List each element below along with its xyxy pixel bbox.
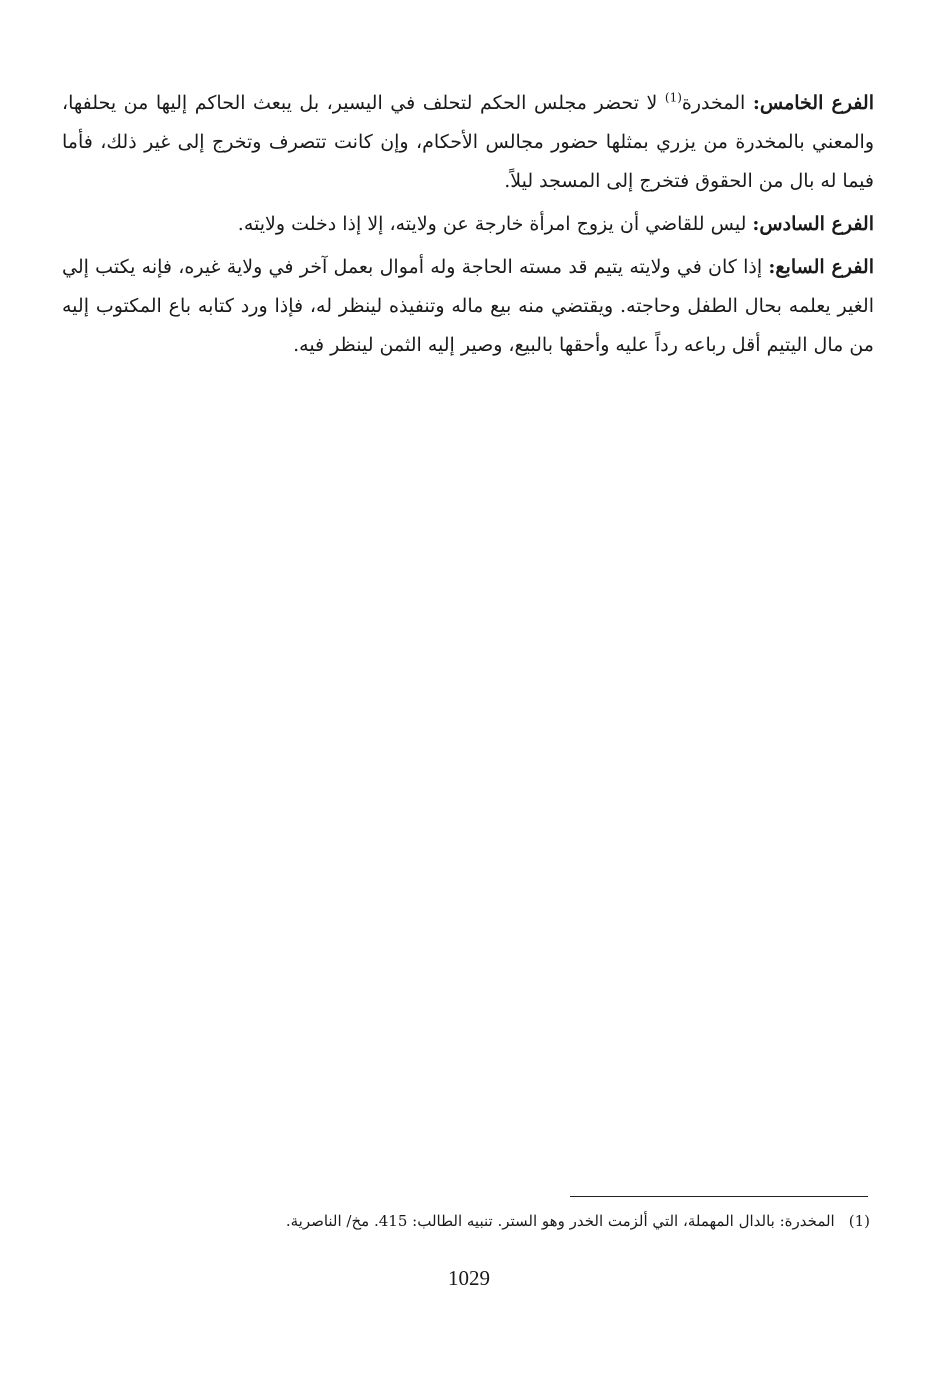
footnote-text: المخدرة: بالدال المهملة، التي ألزمت الخدر وهو الستر. تنبيه الطالب: 415. مخ/ الناصرية.: [285, 1212, 835, 1230]
paragraph-branch-seven: [62, 248, 874, 365]
paragraph-branch-six: [62, 205, 874, 244]
footnote-number: (1): [848, 1212, 870, 1230]
paragraph-text: المخدرة: [681, 92, 753, 114]
main-text: [62, 84, 874, 369]
paragraph-text: لا تحضر مجلس الحكم لتحلف في اليسير، بل يبعث الحاكم إليها من يحلفها، والمعني بالمخدرة من يزري بمثلها حضور مجالس الأحكام، وإن كانت تتصرف وتخرج إلى غير ذلك، فأما فيما له بال من الحقوق فتخرج إلى المسجد ليلاً.: [62, 92, 874, 192]
paragraph-heading: الفرع السادس:: [752, 213, 874, 235]
footnote: [62, 1208, 870, 1234]
paragraph-branch-five: [62, 84, 874, 201]
paragraph-text: إذا كان في ولايته يتيم قد مسته الحاجة وله أموال بعمل آخر في ولاية غيره، فإنه يكتب إلي الغير يعلمه بحال الطفل وحاجته. ويقتضي منه بيع ماله وتنفيذه لينظر له، فإذا ورد كتابه باع المكتوب إليه من مال اليتيم أقل رباعه رداً عليه وأحقها بالبيع، وصير إليه الثمن لينظر فيه.: [62, 256, 874, 356]
paragraph-text: ليس للقاضي أن يزوج امرأة خارجة عن ولايته، إلا إذا دخلت ولايته.: [237, 213, 753, 235]
page-number: 1029: [448, 1266, 490, 1290]
footnote-reference[interactable]: (1): [664, 90, 682, 105]
paragraph-heading: الفرع الخامس:: [752, 92, 874, 114]
paragraph-heading: الفرع السابع:: [768, 256, 874, 278]
footnote-divider: [570, 1196, 868, 1197]
